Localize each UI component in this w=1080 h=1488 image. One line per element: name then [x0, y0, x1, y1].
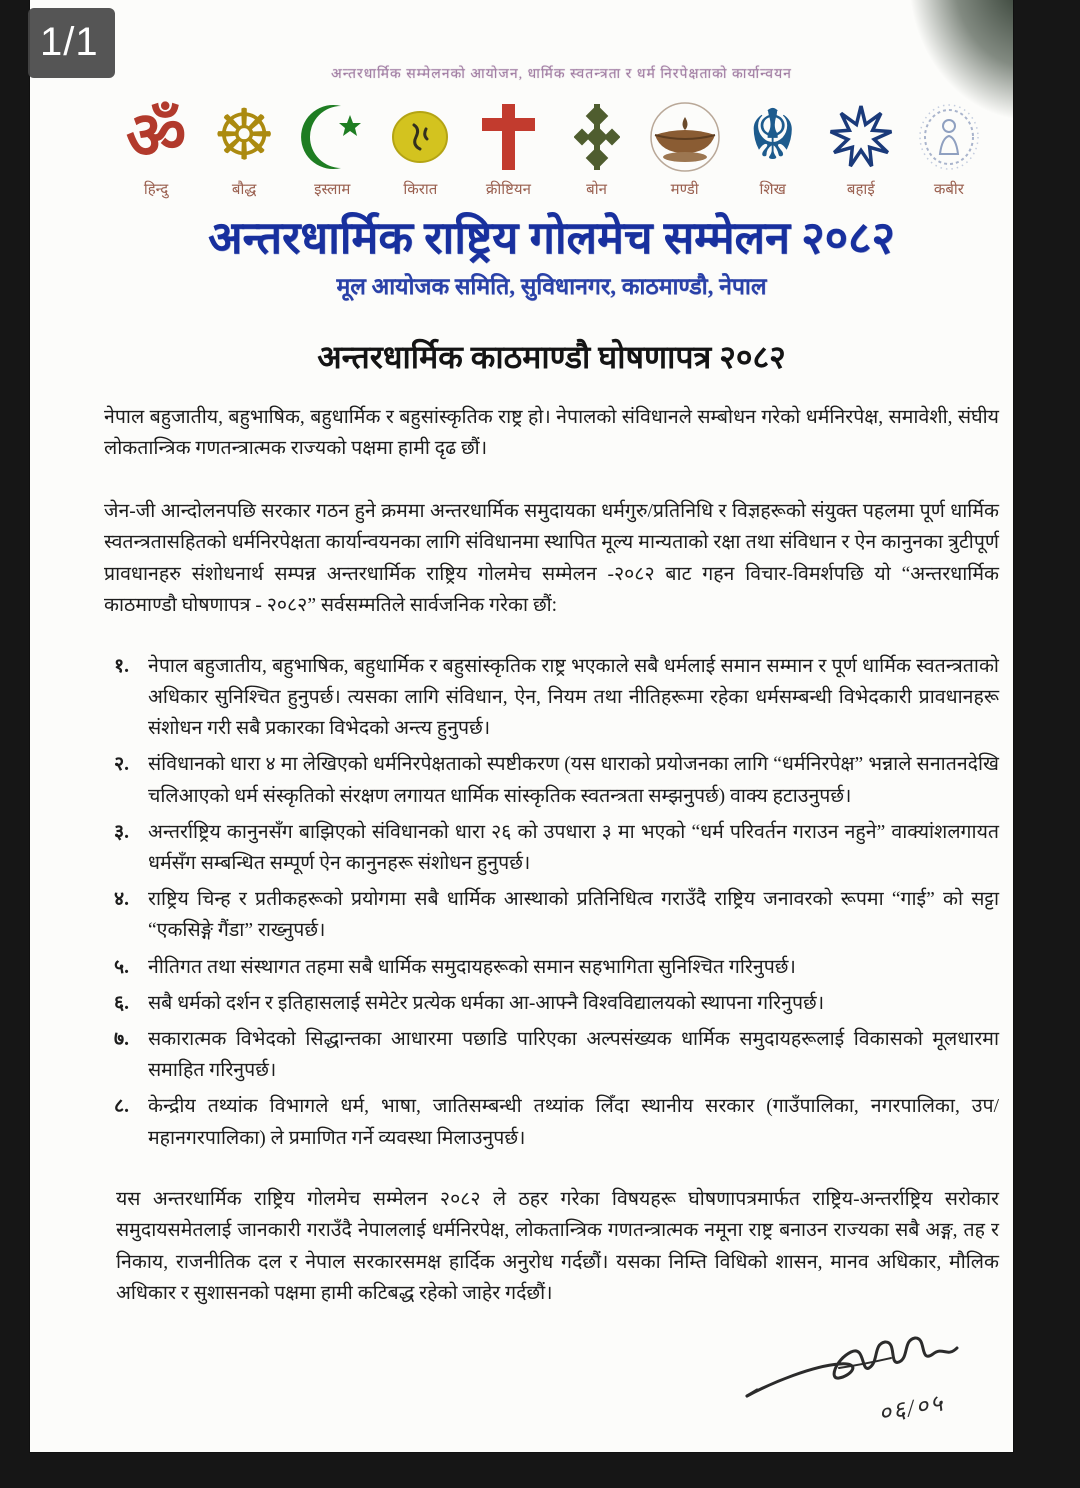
item-number: १. [114, 655, 130, 677]
item-number: ८. [114, 1096, 130, 1118]
symbol-label: मण्डी [670, 182, 699, 198]
symbol-label: बौद्ध [231, 182, 257, 198]
scanned-document-page [30, 0, 1013, 1452]
symbol-kabir [905, 99, 993, 199]
item-text: राष्ट्रिय चिन्ह र प्रतीकहरूको प्रयोगमा सबै धार्मिक आस्थाको प्रतिनिधित्व गराउँदै राष्ट्रिय जनावरको रूपमा “गाई” को सट्टा “एकसिङ्गे गैंडा” राख्नुपर्छ। [148, 889, 999, 942]
item-text: केन्द्रीय तथ्यांक विभागले धर्म, भाषा, जातिसम्बन्धी तथ्यांक लिँदा स्थानीय सरकार (गाउँपालिका, नगरपालिका, उप/महानगरपालिका) ले प्रमाणित गर्ने व्यवस्था मिलाउनुपर्छ। [148, 1096, 999, 1149]
intro-paragraph: नेपाल बहुजातीय, बहुभाषिक, बहुधार्मिक र बहुसांस्कृतिक राष्ट्र हो। नेपालको संविधानले सम्बोधन गरेको धर्मनिरपेक्ष, समावेशी, संघीय लोकतान्त्रिक गणतन्त्रात्मक राज्यको पक्षमा हामी दृढ छौं। [104, 406, 999, 459]
khanda-icon: ☬ [747, 98, 798, 175]
item-text: सकारात्मक विभेदको सिद्धान्तका आधारमा पछाडि पारिएका अल्पसंख्यक धार्मिक समुदायहरूलाई विकासको मूलधारमा समाहित गरिनुपर्छ। [148, 1028, 999, 1082]
item-number: २. [114, 754, 130, 776]
closing-paragraph: यस अन्तरधार्मिक राष्ट्रिय गोलमेच सम्मेलन २०८२ ले ठहर गरेका विषयहरू घोषणापत्रमार्फत राष्ट्रिय-अन्तर्राष्ट्रिय सरोकार समुदायसमेतलाई जानकारी गराउँदै नेपाललाई धर्मनिरपेक्ष, लोकतान्त्रिक गणतन्त्रात्मक नमूना राष्ट्र बनाउन राज्यका सबै अङ्ग, तह र निकाय, राजनीतिक दल र नेपाल सरकारसमक्ष हार्दिक अनुरोध गर्दछौं। यसका निम्ति विधिको शासन, मानव अधिकार, मौलिक अधिकार र सुशासनको पक्षमा हामी कटिबद्ध रहेको जाहेर गर्दछौं। [116, 1188, 999, 1305]
signature-block [743, 1324, 983, 1428]
list-item [114, 884, 999, 946]
religious-symbols-row [112, 99, 993, 199]
declaration-heading: अन्तरधार्मिक काठमाण्डौ घोषणापत्र २०८२ [317, 338, 786, 375]
symbol-bon [552, 99, 640, 199]
symbol-label: क्रीष्टियन [485, 182, 531, 198]
declaration-list [102, 651, 1001, 1154]
symbol-label: किरात [403, 182, 438, 198]
symbol-label: कबीर [933, 182, 964, 198]
symbol-kirat [376, 99, 464, 199]
organizer-subtitle: मूल आयोजक समिति, सुविधानगर, काठमाण्डौ, नेपाल [336, 273, 767, 299]
symbol-label: इस्लाम [314, 182, 351, 198]
list-item [114, 952, 999, 983]
cross-icon [476, 99, 540, 175]
symbol-label: शिख [759, 182, 786, 198]
signature-scribble [743, 1324, 983, 1424]
symbol-label: बहाई [846, 182, 875, 198]
symbol-label: हिन्दु [143, 182, 169, 198]
list-item [114, 651, 999, 745]
dharma-wheel-icon: ☸ [212, 98, 276, 175]
symbol-mandi [641, 99, 729, 199]
kabir-medallion-icon [916, 99, 982, 175]
page-indicator-badge: 1/1 [28, 8, 115, 78]
background-paragraph: जेन-जी आन्दोलनपछि सरकार गठन हुने क्रममा अन्तरधार्मिक समुदायका धर्मगुरु/प्रतिनिधि र विज्ञहरूको संयुक्त पहलमा पूर्ण धार्मिक स्वतन्त्रतासहितको धर्मनिरपेक्षता कार्यान्वयनका लागि संविधानमा स्थापित मूल्य मान्यताको रक्षा तथा संविधान र ऐन कानुनका त्रुटीपूर्ण प्रावधानहरु संशोधनार्थ सम्पन्न अन्तरधार्मिक राष्ट्रिय गोलमेच सम्मेलन -२०८२ बाट गहन विचार-विमर्शपछि यो “अन्तरधार्मिक काठमाण्डौ घोषणापत्र - २०८२” सर्वसम्मतिले सार्वजनिक गरेका छौं: [104, 501, 999, 616]
nine-pointed-star-icon [827, 99, 895, 175]
crescent-star-icon [297, 99, 367, 175]
item-text: सबै धर्मको दर्शन र इतिहासलाई समेटेर प्रत्येक धर्मका आ-आफ्नै विश्वविद्यालयको स्थापना गरिनुपर्छ। [148, 992, 825, 1014]
item-number: ३. [114, 821, 130, 843]
item-text: अन्तर्राष्ट्रिय कानुनसँग बाझिएको संविधानको धारा २६ को उपधारा ३ मा भएको “धर्म परिवर्तन गराउन नहुने” वाक्यांशलगायत धर्मसँग सम्बन्धित सम्पूर्ण ऐन कानुनहरू संशोधन हुनुपर्छ। [148, 821, 999, 874]
header-watermark-line: अन्तरधार्मिक सम्मेलनको आयोजन, धार्मिक स्वतन्त्रता र धर्म निरपेक्षताको कार्यान्वयन [331, 67, 792, 82]
list-item [114, 749, 999, 811]
symbol-sikh [729, 99, 817, 199]
item-number: ४. [114, 889, 130, 911]
item-number: ५. [114, 956, 130, 978]
diya-lamp-icon [643, 99, 727, 175]
symbol-bahai [817, 99, 905, 199]
om-icon: ॐ [125, 100, 187, 173]
document-content [30, 0, 1013, 1310]
list-item [114, 817, 999, 879]
item-text: नीतिगत तथा संस्थागत तहमा सबै धार्मिक समुदायहरूको समान सहभागिता सुनिश्चित गरिनुपर्छ। [148, 956, 796, 978]
symbol-christian [464, 99, 552, 199]
list-item [114, 988, 999, 1019]
symbol-islam [288, 99, 376, 199]
symbol-label: बोन [586, 182, 607, 198]
symbol-buddhist [200, 99, 288, 199]
list-item [114, 1024, 999, 1086]
symbol-hindu [112, 99, 200, 199]
list-item [114, 1091, 999, 1153]
bon-emblem-icon [574, 99, 620, 175]
item-text: नेपाल बहुजातीय, बहुभाषिक, बहुधार्मिक र बहुसांस्कृतिक राष्ट्र भएकाले सबै धर्मलाई समान सम्मान र पूर्ण धार्मिक स्वतन्त्रताको अधिकार सुनिश्चित हुनुपर्छ। त्यसका लागि संविधान, ऐन, नियम तथा नीतिहरूमा रहेका धर्मसम्बन्धी विभेदकारी प्रावधानहरू संशोधन गरी सबै प्रकारका विभेदको अन्त्य हुनुपर्छ। [148, 655, 999, 740]
conference-title: अन्तरधार्मिक राष्ट्रिय गोलमेच सम्मेलन २०८२ [208, 213, 895, 263]
kirat-seal-icon [390, 99, 450, 175]
item-number: ७. [114, 1028, 130, 1050]
item-number: ६. [114, 992, 130, 1014]
item-text: संविधानको धारा ४ मा लेखिएको धर्मनिरपेक्षताको स्पष्टीकरण (यस धाराको प्रयोजनका लागि “धर्मनिरपेक्ष” भन्नाले सनातनदेखि चलिआएको धर्म संस्कृतिको संरक्षण लगायत धार्मिक सांस्कृतिक स्वतन्त्रता सम्झनुपर्छ) वाक्य हटाउनुपर्छ। [148, 754, 999, 807]
signature-date: ०६/०५ [876, 1390, 948, 1428]
